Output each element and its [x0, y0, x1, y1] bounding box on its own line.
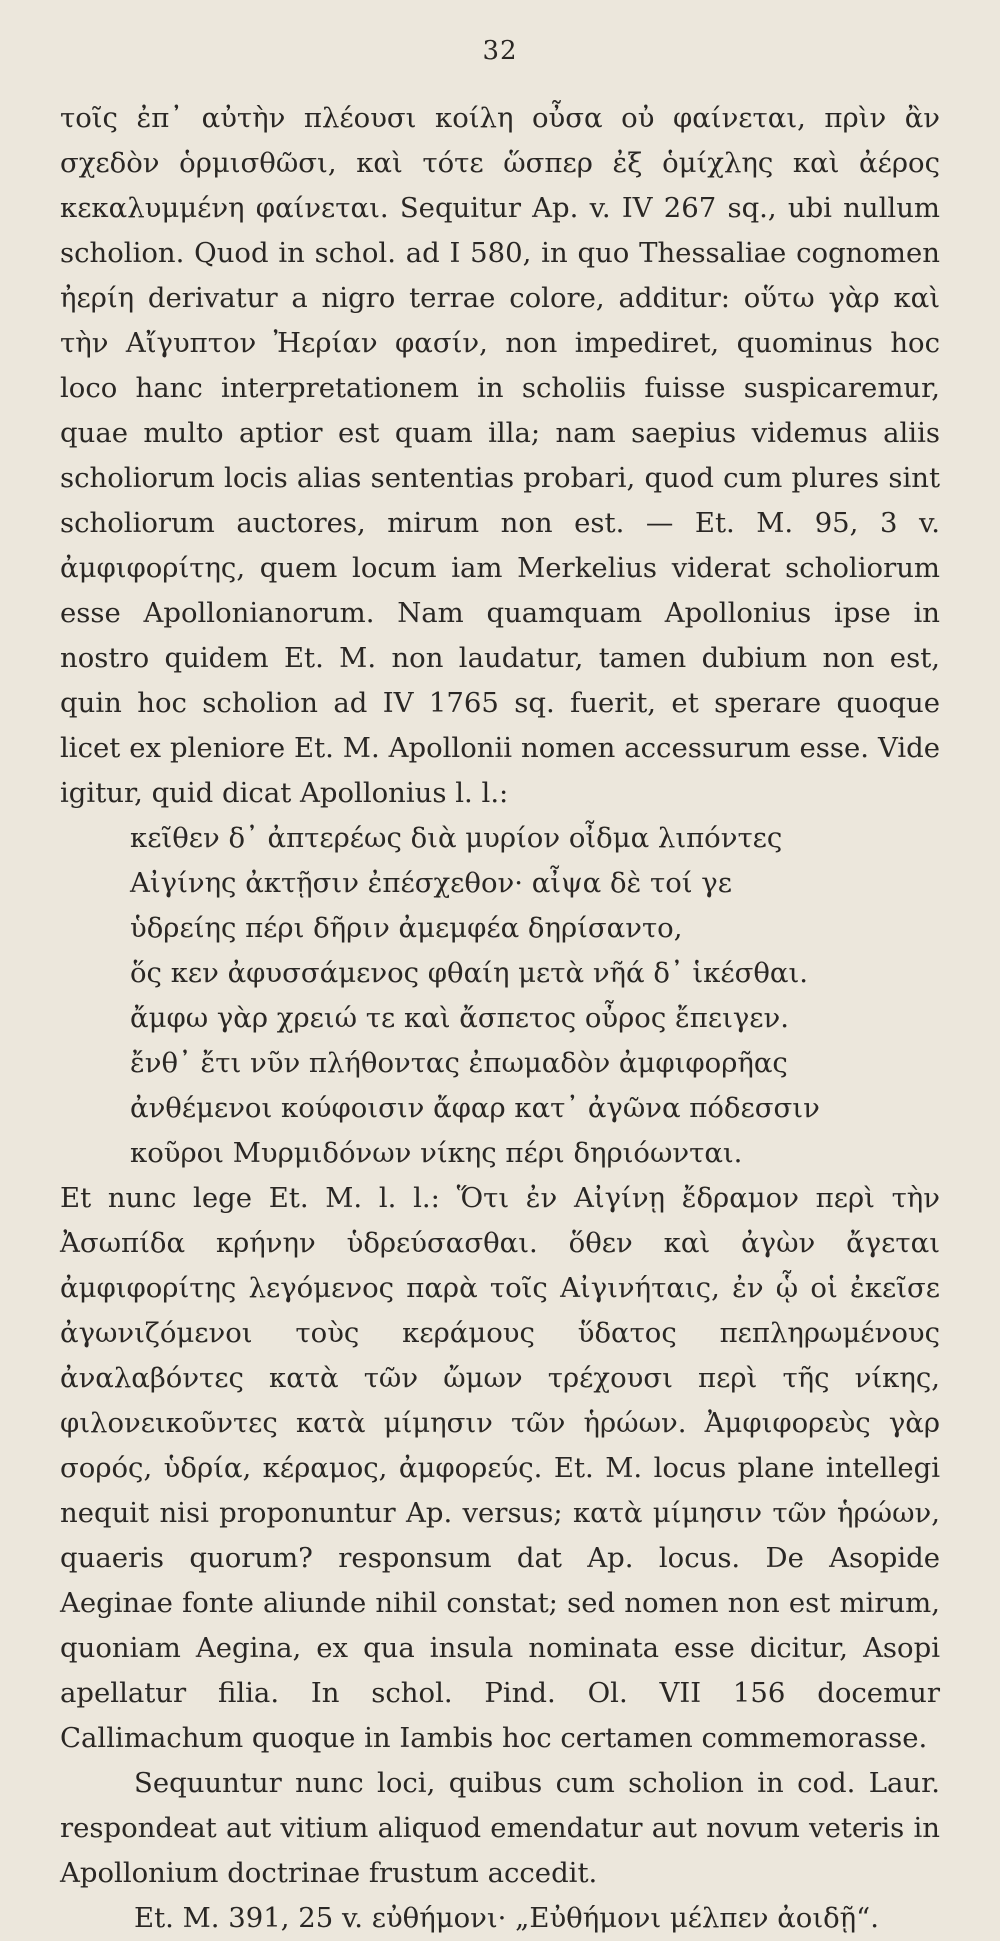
- paragraph-last: Et. M. 391, 25 v. εὐθήμονι· „Εὐθήμονι μέλπεν ἀοιδῇ“.: [134, 1902, 879, 1934]
- paragraph-etymologicum: Et nunc lege Et. M. l. l.: Ὅτι ἐν Αἰγίνῃ ἔδραμον περὶ τὴν Ἀσωπίδα κρήνην ὑδρεύσασθαι. ὅθεν καὶ ἀγὼν ἄγεται ἀμφιφορίτης λεγόμενος παρὰ τοῖς Αἰγινήταις, ἐν ᾧ οἱ ἐκεῖσε ἀγωνιζόμενοι τοὺς κεράμους ὕδατος πεπληρωμένους ἀναλαβόντες κατὰ τῶν ὤμων τρέχουσι περὶ τῆς νίκης, φιλονεικοῦντες κατὰ μίμησιν τῶν ἡρώων. Ἀμφιφορεὺς γὰρ σορός, ὑδρία, κέραμος, ἀμφορεύς. Et. M. locus plane intellegi nequit nisi proponuntur Ap. versus; κατὰ μίμησιν τῶν ἡρώων, quaeris quorum? responsum dat Ap. locus. De Asopide Aeginae fonte aliunde nihil constat; sed nomen non est mirum, quoniam Aegina, ex qua insula nominata esse dicitur, Asopi apellatur filia. In schol. Pind. Ol. VII 156 docemur Callimachum quoque in Iambis hoc certamen commemorasse.: [60, 1182, 940, 1754]
- paragraph-sequuntur: Sequuntur nunc loci, quibus cum scholion in cod. Laur. respondeat aut vitium aliquod emendatur aut novum veteris in Apollonium doctrinae frustum accedit.: [60, 1767, 940, 1889]
- verse-line: ἄμφω γὰρ χρειώ τε καὶ ἄσπετος οὖρος ἔπειγεν.: [130, 1002, 790, 1034]
- page-body: [60, 96, 940, 1941]
- verse-line: κεῖθεν δ᾽ ἀπτερέως διὰ μυρίον οἶδμα λιπόντες: [130, 822, 783, 854]
- verse-line: ὅς κεν ἀφυσσάμενος φθαίη μετὰ νῆά δ᾽ ἱκέσθαι.: [130, 957, 809, 989]
- verse-line: ἔνθ᾽ ἔτι νῦν πλήθοντας ἐπωμαδὸν ἀμφιφορῆας: [130, 1047, 788, 1079]
- verse-line: Αἰγίνης ἀκτῇσιν ἐπέσχεθον· αἶψα δὲ τοί γε: [130, 867, 732, 899]
- verse-quotation: [60, 816, 940, 1176]
- verse-line: ὑδρείης πέρι δῆριν ἀμεμφέα δηρίσαντο,: [130, 912, 683, 944]
- verse-line: κοῦροι Μυρμιδόνων νίκης πέρι δηριόωνται.: [130, 1137, 743, 1169]
- page-number: 32: [482, 36, 518, 66]
- verse-line: ἀνθέμενοι κούφοισιν ἄφαρ κατ᾽ ἀγῶνα πόδεσσιν: [130, 1092, 820, 1124]
- paragraph-apollonius-intro: τοῖς ἐπ᾽ αὐτὴν πλέουσι κοίλη οὖσα οὐ φαίνεται, πρὶν ἂν σχεδὸν ὁρμισθῶσι, καὶ τότε ὥσπερ ἐξ ὁμίχλης καὶ ἀέρος κεκαλυμμένη φαίνεται. Sequitur Ap. v. IV 267 sq., ubi nullum scholion. Quod in schol. ad I 580, in quo Thessaliae cognomen ἠερίη derivatur a nigro terrae colore, additur: οὕτω γὰρ καὶ τὴν Αἴγυπτον Ἠερίαν φασίν, non impediret, quominus hoc loco hanc interpretationem in scholiis fuisse suspicaremur, quae multo aptior est quam illa; nam saepius videmus aliis scholiorum locis alias sententias probari, quod cum plures sint scholiorum auctores, mirum non est. — Et. M. 95, 3 v. ἀμφιφορίτης, quem locum iam Merkelius viderat scholiorum esse Apollonianorum. Nam quamquam Apollonius ipse in nostro quidem Et. M. non laudatur, tamen dubium non est, quin hoc scholion ad IV 1765 sq. fuerit, et sperare quoque licet ex pleniore Et. M. Apollonii nomen accessurum esse. Vide igitur, quid dicat Apollonius l. l.:: [60, 102, 940, 809]
